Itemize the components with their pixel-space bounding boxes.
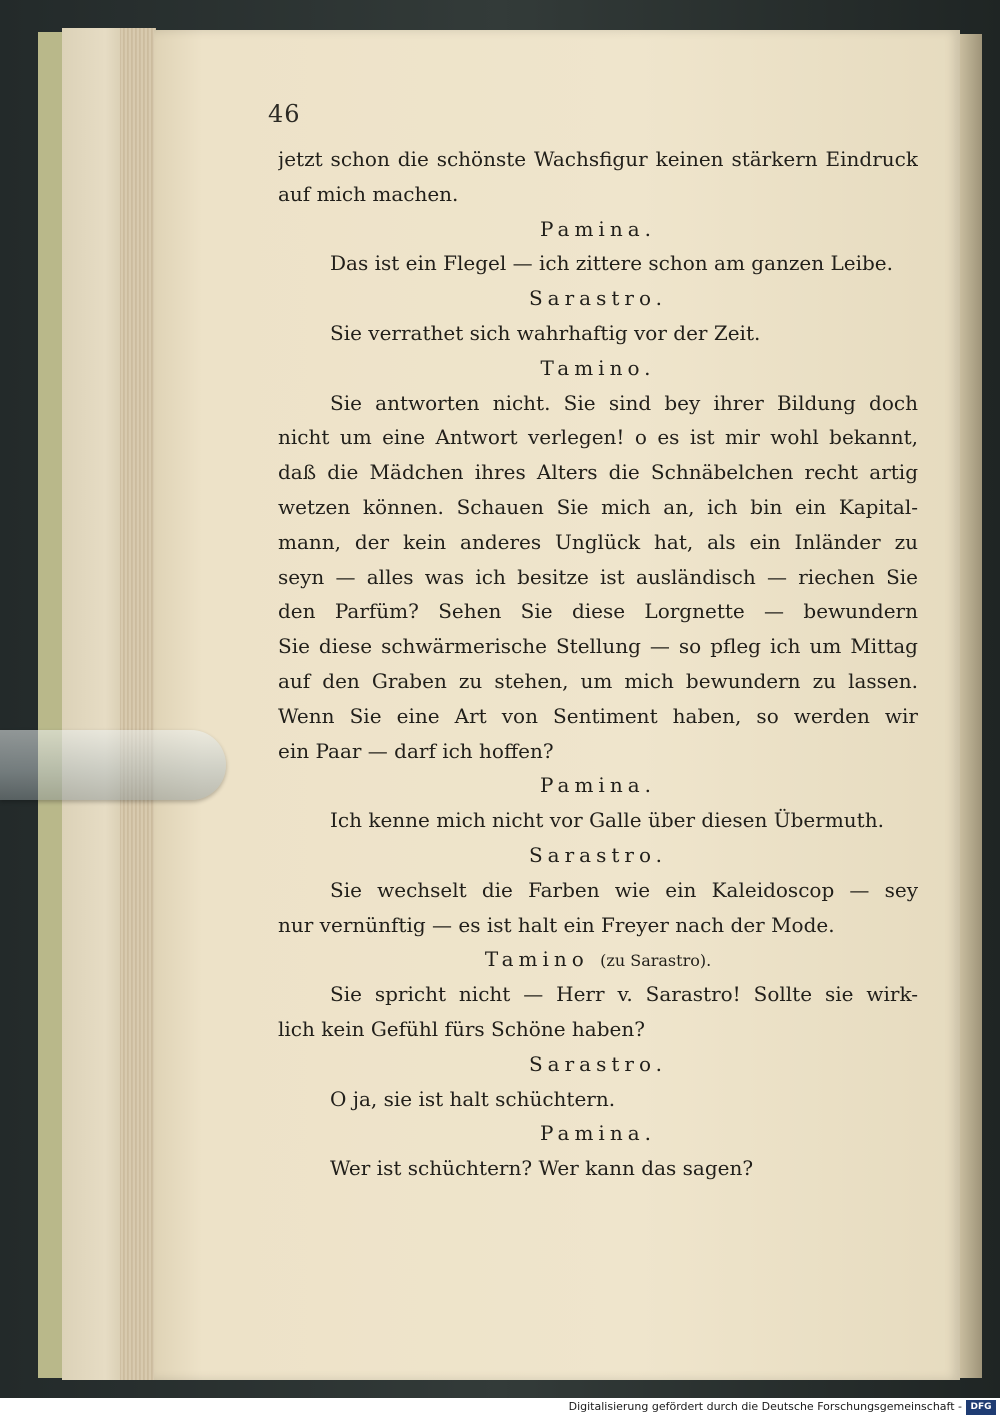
footer-credit: Digitalisierung gefördert durch die Deutsche Forschungsgemeinschaft - [568,1400,962,1413]
text-line: Sie antworten nicht. Sie sind bey ihrer Bildung doch [330,390,918,415]
speaker-name: Pamina. [539,216,656,241]
page-text [278,142,918,1186]
text-line: Wer ist schüchtern? Wer kann das sagen? [330,1156,754,1181]
text-line: auf mich machen. [278,181,459,206]
footer-bar [0,1398,1000,1418]
text-line: daß die Mädchen ihres Alters die Schnäbelchen recht artig [278,460,918,485]
text-line: Ich kenne mich nicht vor Galle über diesen Übermuth. [330,808,884,833]
text-line: O ja, sie ist halt schüchtern. [330,1086,616,1111]
speaker-name: Pamina. [539,773,656,798]
speaker-line [278,942,918,977]
text-line: jetzt schon die schönste Wachsfigur keinen stärkern Eindruck [278,147,918,171]
speaker-name: Pamina. [539,1121,656,1146]
speaker-name: Tamino. [540,355,656,380]
text-line: seyn — alles was ich besitze ist ausländisch — riechen Sie [278,564,918,589]
text-line: wetzen können. Schauen Sie mich an, ich bin ein Kapital- [278,494,918,519]
text-line: Wenn Sie eine Art von Sentiment haben, so werden wir [278,703,918,728]
text-line: Sie spricht nicht — Herr v. Sarastro! Sollte sie wirk- [330,982,918,1007]
page-stack-edge [120,28,156,1380]
stage-direction: (zu Sarastro). [600,951,712,971]
page-right-edge [960,34,982,1378]
speaker-name: Tamino [484,947,589,972]
text-line: Das ist ein Flegel — ich zittere schon am ganzen Leibe. [330,251,893,276]
text-line: nur vernünftig — es ist halt ein Freyer nach der Mode. [278,912,835,937]
dfg-logo-icon: DFG [966,1400,996,1415]
text-line: Sie wechselt die Farben wie ein Kaleidoscop — sey [330,877,918,902]
glass-bookmark [0,730,226,800]
text-line: Sie diese schwärmerische Stellung — so pfleg ich um Mittag [278,634,918,659]
text-line: auf den Graben zu stehen, um mich bewundern zu lassen. [278,668,918,693]
text-line: den Parfüm? Sehen Sie diese Lorgnette — bewundern [278,599,918,624]
text-line: mann, der kein anderes Unglück hat, als ein Inländer zu [278,529,918,554]
speaker-name: Sarastro. [528,1051,668,1076]
speaker-name: Sarastro. [528,842,668,867]
text-line: nicht um eine Antwort verlegen! o es ist mir wohl bekannt, [278,425,918,450]
text-line: Sie verrathet sich wahrhaftig vor der Zeit. [330,320,761,345]
previous-pages [62,28,124,1380]
text-line: ein Paar — darf ich hoffen? [278,738,554,763]
speaker-name: Sarastro. [528,286,668,311]
text-line: lich kein Gefühl fürs Schöne haben? [278,1016,645,1041]
page-number: 46 [268,100,301,128]
